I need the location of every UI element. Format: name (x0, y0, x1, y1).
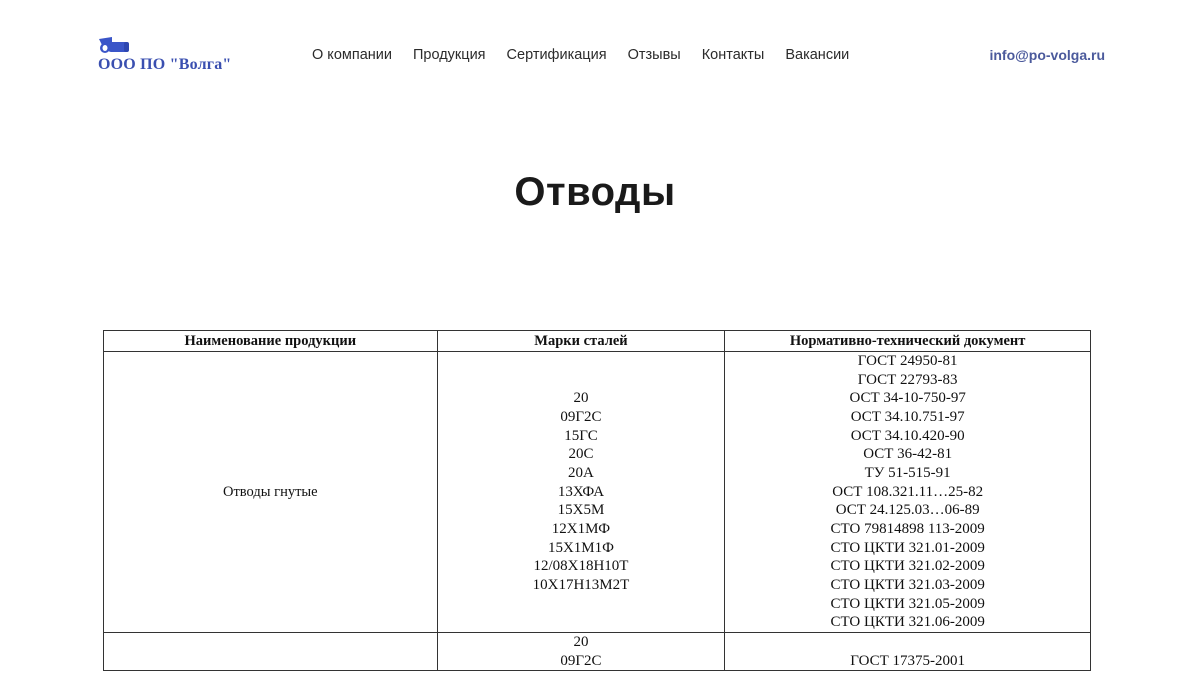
normative-doc (725, 633, 1090, 652)
header-normative-doc: Нормативно-технический документ (725, 331, 1091, 352)
normative-doc-cell (725, 632, 1091, 670)
nav-about[interactable]: О компании (312, 47, 392, 63)
page-title: Отводы (514, 170, 676, 214)
steel-grade: 20А (568, 464, 594, 481)
steel-grade: 09Г2С (560, 408, 602, 425)
product-name-cell (104, 632, 438, 670)
table-row (104, 632, 1091, 670)
steel-grade: 20С (568, 446, 594, 463)
header-product-name: Наименование продукции (104, 331, 438, 352)
normative-doc-cell (725, 352, 1091, 633)
normative-doc: ОСТ 34-10-750-97 (849, 390, 966, 407)
main-nav (312, 45, 870, 65)
nav-contacts[interactable]: Контакты (701, 47, 765, 63)
normative-doc: ОСТ 36-42-81 (863, 446, 953, 463)
email-link[interactable]: info@po-volga.ru (989, 47, 1105, 63)
normative-doc: ГОСТ 24950-81 (857, 353, 958, 369)
normative-doc: СТО ЦКТИ 321.03-2009 (830, 576, 985, 593)
table-header-row (104, 331, 1091, 352)
normative-doc: СТО ЦКТИ 321.05-2009 (830, 595, 985, 612)
normative-doc: ГОСТ 22793-83 (857, 371, 958, 388)
normative-doc: ГОСТ 17375-2001 (850, 652, 966, 669)
nav-reviews[interactable]: Отзывы (627, 47, 681, 63)
nav-vacancies[interactable]: Вакансии (785, 47, 850, 63)
steel-grade: 15ГС (564, 427, 598, 444)
normative-doc: СТО ЦКТИ 321.01-2009 (830, 539, 985, 556)
normative-doc: ОСТ 34.10.420-90 (850, 427, 965, 444)
steel-grades-cell (437, 352, 725, 633)
products-table (103, 330, 1091, 671)
normative-doc: ОСТ 108.321.11…25-82 (832, 483, 984, 500)
pipe-elbow-icon (96, 36, 132, 56)
normative-doc: СТО ЦКТИ 321.06-2009 (830, 614, 985, 631)
normative-doc: ОСТ 34.10.751-97 (850, 408, 965, 425)
steel-grade: 09Г2С (560, 652, 602, 669)
steel-grade: 13ХФА (557, 483, 605, 500)
steel-grade: 20 (573, 390, 589, 407)
header-steel-grades: Марки сталей (437, 331, 725, 352)
nav-certification[interactable]: Сертификация (506, 47, 607, 63)
steel-grade: 15Х1М1Ф (547, 539, 614, 556)
normative-doc: СТО ЦКТИ 321.02-2009 (830, 558, 985, 575)
steel-grades-cell (437, 632, 725, 670)
products-table-container (103, 330, 1091, 671)
steel-grade: 12Х1МФ (551, 520, 611, 537)
steel-grade: 12/08Х18Н10Т (533, 558, 629, 575)
steel-grade: 10Х17Н13М2Т (532, 576, 630, 593)
nav-products[interactable]: Продукция (412, 47, 486, 63)
normative-doc: ТУ 51-515-91 (864, 464, 951, 481)
normative-doc: СТО 79814898 113-2009 (830, 520, 985, 537)
product-name-cell: Отводы гнутые (104, 352, 438, 633)
site-header (0, 0, 1200, 100)
normative-doc: ОСТ 24.125.03…06-89 (835, 502, 980, 519)
steel-grade: 20 (573, 633, 589, 650)
logo-text: ООО ПО "Волга" (98, 56, 232, 73)
steel-grade: 15Х5М (557, 502, 605, 519)
table-row (104, 352, 1091, 633)
